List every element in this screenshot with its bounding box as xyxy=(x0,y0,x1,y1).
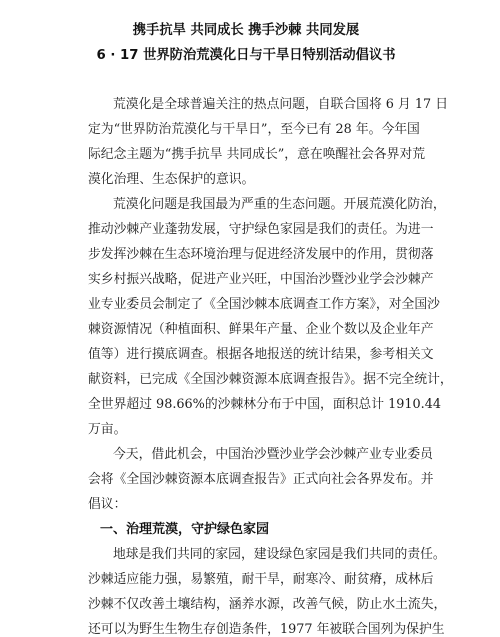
paragraph-line: 今天，借此机会，中国治沙暨沙业学会沙棘产业专业委员 xyxy=(113,447,433,462)
section-line: 还可以为野生生物生存创造条件，1977 年被联合国列为保护生 xyxy=(88,622,445,637)
document-title-line-2: 6 · 17 世界防治荒漠化日与干旱日特别活动倡议书 xyxy=(96,47,396,63)
paragraph-line: 会将《全国沙棘资源本底调查报告》正式向社会各界发布。并 xyxy=(88,472,434,487)
paragraph-line: 际纪念主题为“携手抗旱 共同成长”，意在唤醒社会各界对荒 xyxy=(88,147,426,162)
paragraph-line: 万亩。 xyxy=(88,422,127,437)
paragraph-line: 漠化治理、生态保护的意识。 xyxy=(88,172,255,187)
paragraph-line: 荒漠化问题是我国最为严重的生态问题。开展荒漠化防治， xyxy=(113,197,446,212)
paragraph-line: 推动沙棘产业蓬勃发展，守护绿色家园是我们的责任。为进一 xyxy=(88,222,434,237)
paragraph-line: 荒漠化是全球普遍关注的热点问题，自联合国将 6 月 17 日 xyxy=(113,97,449,112)
section-line: 沙棘不仅改善土壤结构，涵养水源，改善气候，防止水土流失， xyxy=(88,597,447,612)
paragraph-line: 值等）进行摸底调查。根据各地报送的统计结果，参考相关文 xyxy=(88,347,434,362)
paragraph-line: 定为“世界防治荒漠化与干旱日”，至今已有 28 年。今年国 xyxy=(88,122,420,137)
paragraph-line: 献资料，已完成《全国沙棘资源本底调查报告》。据不完全统计， xyxy=(88,372,453,387)
paragraph-line: 业专业委员会制定了《全国沙棘本底调查工作方案》，对全国沙 xyxy=(88,297,440,312)
paragraph-line: 棘资源情况（种植面积、鲜果年产量、企业个数以及企业年产 xyxy=(88,322,434,337)
document-title-line-1: 携手抗旱 共同成长 携手沙棘 共同发展 xyxy=(132,22,360,38)
paragraph-line: 倡议： xyxy=(88,497,127,512)
section-heading: 一、治理荒漠，守护绿色家园 xyxy=(100,522,270,537)
paragraph-line: 步发挥沙棘在生态环境治理与促进经济发展中的作用，贯彻落 xyxy=(88,247,434,262)
paragraph-line: 实乡村振兴战略，促进产业兴旺，中国治沙暨沙业学会沙棘产 xyxy=(88,272,434,287)
section-line: 沙棘适应能力强，易繁殖，耐干旱，耐寒冷、耐贫瘠，成林后 xyxy=(88,572,434,587)
section-line: 地球是我们共同的家园，建设绿色家园是我们共同的责任。 xyxy=(113,547,446,562)
paragraph-line: 全世界超过 98.66%的沙棘林分布于中国，面积总计 1910.44 xyxy=(88,397,441,412)
